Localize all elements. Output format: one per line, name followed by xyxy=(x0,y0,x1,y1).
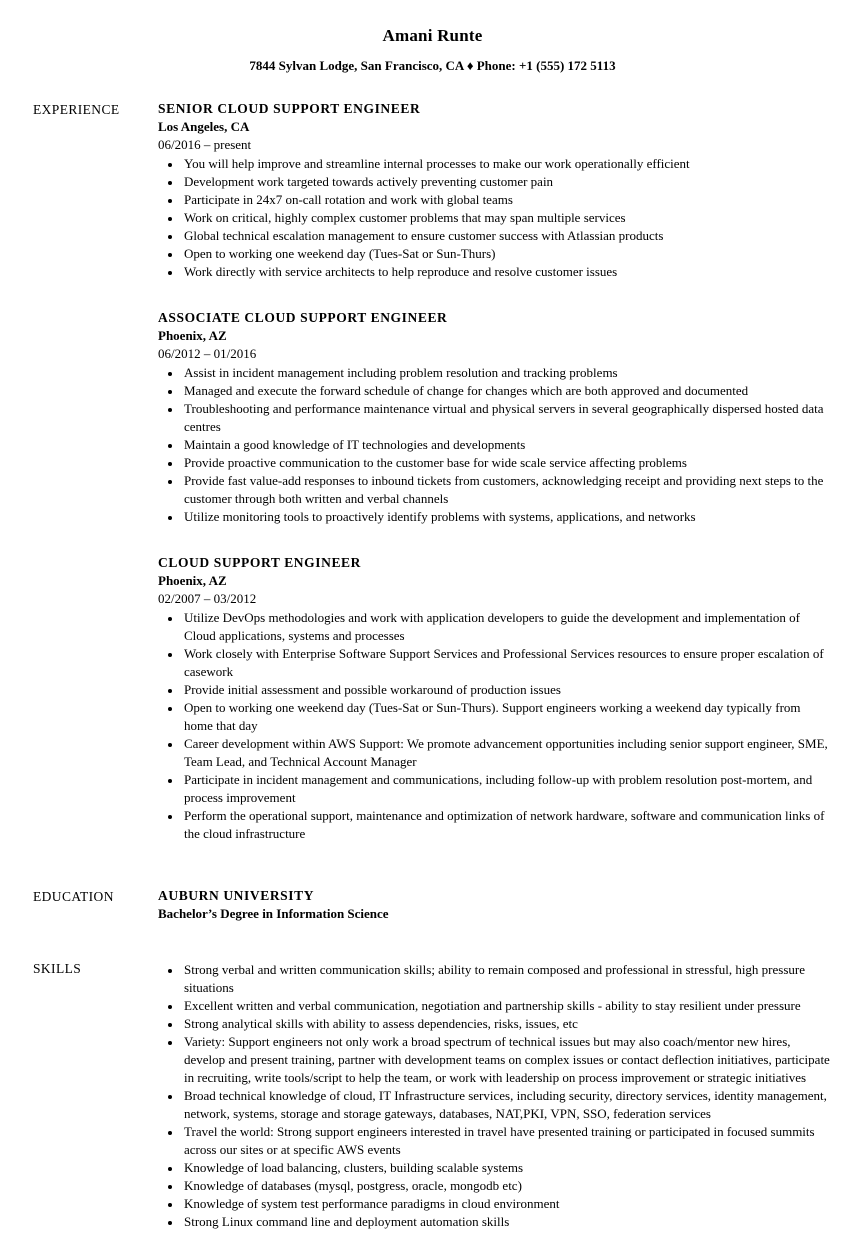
job-location: Phoenix, AZ xyxy=(158,573,227,588)
education-content xyxy=(158,887,832,923)
skill-bullet: • Broad technical knowledge of cloud, IT Infrastructure services, including security, directory services, identity management, network, systems, storage and storage gateways, databases, NAT,PKI, VPN, SSO, federation services xyxy=(182,1087,832,1123)
section-experience xyxy=(33,100,832,843)
job-bullet: • Troubleshooting and performance maintenance virtual and physical servers in several geographically dispersed hosted data centres xyxy=(182,400,832,436)
skill-bullet: • Knowledge of load balancing, clusters, building scalable systems xyxy=(182,1159,832,1177)
job-bullet: • Global technical escalation management to ensure customer success with Atlassian products xyxy=(182,227,832,245)
skills-list xyxy=(158,961,832,1231)
job-bullet: • Assist in incident management including problem resolution and tracking problems xyxy=(182,364,832,382)
job-dates: 02/2007 – 03/2012 xyxy=(158,591,257,606)
job-location: Phoenix, AZ xyxy=(158,328,227,343)
section-skills xyxy=(33,959,832,1231)
job-entry xyxy=(158,100,832,281)
job-bullet: • Maintain a good knowledge of IT technologies and developments xyxy=(182,436,832,454)
job-bullet: • Utilize monitoring tools to proactively identify problems with systems, applications, and networks xyxy=(182,508,832,526)
section-education xyxy=(33,887,832,923)
experience-content xyxy=(158,100,832,843)
job-bullet-list xyxy=(158,364,832,526)
job-bullet: • Provide proactive communication to the customer base for wide scale service affecting problems xyxy=(182,454,832,472)
job-bullet-list xyxy=(158,155,832,281)
job-title: ASSOCIATE CLOUD SUPPORT ENGINEER xyxy=(158,310,448,325)
job-bullet: • Career development within AWS Support: We promote advancement opportunities including senior support engineer, SME, Team Lead, and Technical Account Manager xyxy=(182,735,832,771)
skills-label: SKILLS xyxy=(33,961,82,976)
job-bullet: • You will help improve and streamline internal processes to make our work operationally efficient xyxy=(182,155,832,173)
job-location: Los Angeles, CA xyxy=(158,119,250,134)
education-label: EDUCATION xyxy=(33,889,114,904)
job-title: CLOUD SUPPORT ENGINEER xyxy=(158,555,362,570)
job-bullet: • Open to working one weekend day (Tues-Sat or Sun-Thurs) xyxy=(182,245,832,263)
skill-bullet: • Variety: Support engineers not only work a broad spectrum of technical issues but may also coach/mentor new hires, develop and present training, partner with development teams on complex issues or contact deflection initiatives, participate in recruiting, write tools/script to help the team, or work with leadership on process improvement or strategic initiatives xyxy=(182,1033,832,1087)
job-dates: 06/2012 – 01/2016 xyxy=(158,346,257,361)
skill-bullet: • Strong verbal and written communication skills; ability to remain composed and professional in stressful, high pressure situations xyxy=(182,961,832,997)
skill-bullet: • Travel the world: Strong support engineers interested in travel have presented training or participated in focused summits across our sites or at specific AWS events xyxy=(182,1123,832,1159)
experience-label: EXPERIENCE xyxy=(33,102,120,117)
job-bullet: • Provide fast value-add responses to inbound tickets from customers, acknowledging receipt and providing next steps to the customer through both written and verbal channels xyxy=(182,472,832,508)
skill-bullet: • Strong Linux command line and deployment automation skills xyxy=(182,1213,832,1231)
job-bullet: • Provide initial assessment and possible workaround of production issues xyxy=(182,681,832,699)
job-entry xyxy=(158,309,832,526)
skill-bullet: • Excellent written and verbal communication, negotiation and partnership skills - ability to stay resilient under pressure xyxy=(182,997,832,1015)
job-bullet: • Managed and execute the forward schedule of change for changes which are both approved and documented xyxy=(182,382,832,400)
job-bullet: • Work directly with service architects to help reproduce and resolve customer issues xyxy=(182,263,832,281)
job-bullet-list xyxy=(158,609,832,843)
skill-bullet: • Knowledge of system test performance paradigms in cloud environment xyxy=(182,1195,832,1213)
job-bullet: • Participate in incident management and communications, including follow-up with problem resolution post-mortem, and process improvement xyxy=(182,771,832,807)
job-dates: 06/2016 – present xyxy=(158,137,252,152)
contact-line: 7844 Sylvan Lodge, San Francisco, CA ♦ Phone: +1 (555) 172 5113 xyxy=(249,58,616,73)
job-title: SENIOR CLOUD SUPPORT ENGINEER xyxy=(158,101,421,116)
job-bullet: • Work on critical, highly complex customer problems that may span multiple services xyxy=(182,209,832,227)
degree-name: Bachelor’s Degree in Information Science xyxy=(158,906,389,921)
school-name: AUBURN UNIVERSITY xyxy=(158,888,315,903)
resume-header xyxy=(33,26,832,74)
skill-bullet: • Strong analytical skills with ability to assess dependencies, risks, issues, etc xyxy=(182,1015,832,1033)
candidate-name: Amani Runte xyxy=(382,26,483,45)
job-bullet: • Perform the operational support, maintenance and optimization of network hardware, software and communication links of the cloud infrastructure xyxy=(182,807,832,843)
job-bullet: • Work closely with Enterprise Software Support Services and Professional Services resources to ensure proper escalation of casework xyxy=(182,645,832,681)
job-entry xyxy=(158,554,832,843)
job-bullet: • Participate in 24x7 on-call rotation and work with global teams xyxy=(182,191,832,209)
job-bullet: • Development work targeted towards actively preventing customer pain xyxy=(182,173,832,191)
job-bullet: • Open to working one weekend day (Tues-Sat or Sun-Thurs). Support engineers working a weekend day typically from home that day xyxy=(182,699,832,735)
skills-content xyxy=(158,959,832,1231)
job-bullet: • Utilize DevOps methodologies and work with application developers to guide the development and implementation of Cloud applications, systems and processes xyxy=(182,609,832,645)
skill-bullet: • Knowledge of databases (mysql, postgress, oracle, mongodb etc) xyxy=(182,1177,832,1195)
